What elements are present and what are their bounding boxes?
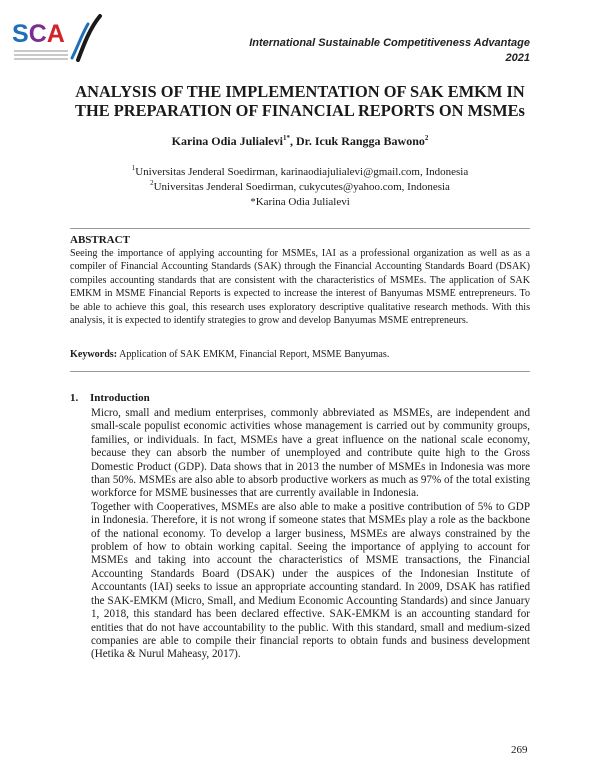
author-list [60, 134, 540, 149]
journal-title: International Sustainable Competitiveness Advantage [249, 37, 530, 49]
page-number: 269 [511, 744, 528, 756]
keywords-label: Keywords: [70, 349, 118, 360]
journal-header [249, 36, 530, 66]
logo-swoosh-icon [70, 14, 106, 62]
affiliations [60, 165, 540, 210]
section-body [91, 407, 530, 662]
abstract-heading: ABSTRACT [70, 234, 130, 246]
logo-tagline-lines [14, 50, 68, 62]
logo-wordmark: SCA [12, 20, 65, 48]
abstract-top-rule [70, 228, 530, 229]
affiliation-2: $^2$Universitas Jenderal Soedirman, cukycutes@yahoo.com, Indonesia [150, 179, 450, 193]
section-title: Introduction [90, 392, 150, 404]
title-line-2: THE PREPARATION OF FINANCIAL REPORTS ON MSMEs [75, 101, 525, 120]
author-2: Dr. Icuk Rangga Bawono [295, 134, 425, 148]
abstract-text: Seeing the importance of applying accounting for MSMEs, IAI as a professional organization as well as as a compiler of Financial Accounting Standards (SAK) through the Financial Accounting Standards Board (DSAK) compiles accounting standards that are consistent with the characteristics of MSMEs. The application of SAK EMKM in MSME Financial Reports is expected to increase the interest of Banyumas MSME entrepreneurs. To be able to achieve this goal, this research uses exploratory descriptive qualitative research methods. With this analysis, it is expected to identify strategies to grow and develop Banyumas MSME entrepreneurs. [70, 248, 530, 327]
author-2-sup: 2 [424, 134, 429, 142]
section-heading [70, 392, 150, 404]
journal-logo [10, 14, 122, 62]
keywords-text: Application of SAK EMKM, Financial Report, MSME Banyumas. [117, 349, 390, 360]
corresponding-author: *Karina Odia Julialevi [250, 196, 350, 208]
author-separator: , [289, 134, 296, 148]
paper-title [60, 82, 540, 120]
section-number: 1. [70, 392, 79, 404]
abstract-bottom-rule [70, 371, 530, 372]
keywords [70, 348, 530, 361]
affiliation-1: $^1$Universitas Jenderal Soedirman, karinaodiajulialevi@gmail.com, Indonesia [131, 164, 469, 178]
author-1-sup: 1* [282, 134, 290, 142]
paragraph: Together with Cooperatives, MSMEs are also able to make a positive contribution of 5% to GDP in Indonesia. Therefore, it is not wrong if someone states that MSMEs play a role as the backbone of the national economy. To develop a larger business, MSMEs are always constrained by the problem of how to obtain working capital. Seeing the importance of applying to account for MSMEs and taking into account the characteristics of MSME transactions, the Financial Accounting Standards Board (DSAK) under the auspices of the Indonesian Institute of Accountants (IAI) seeks to issue an appropriate accounting standard. In 2009, DSAK has ratified the SAK-EMKM (Micro, Small, and Medium Economic Accounting Standards) and since January 1, 2018, this standard has been declared effective. SAK-EMKM is an accounting standard for entities that do not have accountability to the public. With this standard, small and medium-sized companies are able to compile their financial reports to obtain funds and business development (Hetika & Nurul Maheasy, 2017). [91, 500, 530, 661]
title-line-1: ANALYSIS OF THE IMPLEMENTATION OF SAK EMKM IN [75, 82, 525, 101]
author-1: Karina Odia Julialevi [171, 134, 283, 148]
paragraph: Micro, small and medium enterprises, commonly abbreviated as MSMEs, are independent and small-scale populist economic activities whose management is carried out by community groups, families, or individuals. In fact, MSMEs have a great influence on the national scale economy, because they can absorb the number of unemployed and contribute quite high to the Gross Domestic Product (GDP). Data shows that in 2013 the number of MSMEs in Indonesia was more than 50%. MSMEs are also able to absorb productive workers as much as 97% of the total existing workforce for MSME businesses that are currently available in Indonesia. [91, 407, 530, 500]
journal-year: 2021 [505, 52, 530, 64]
